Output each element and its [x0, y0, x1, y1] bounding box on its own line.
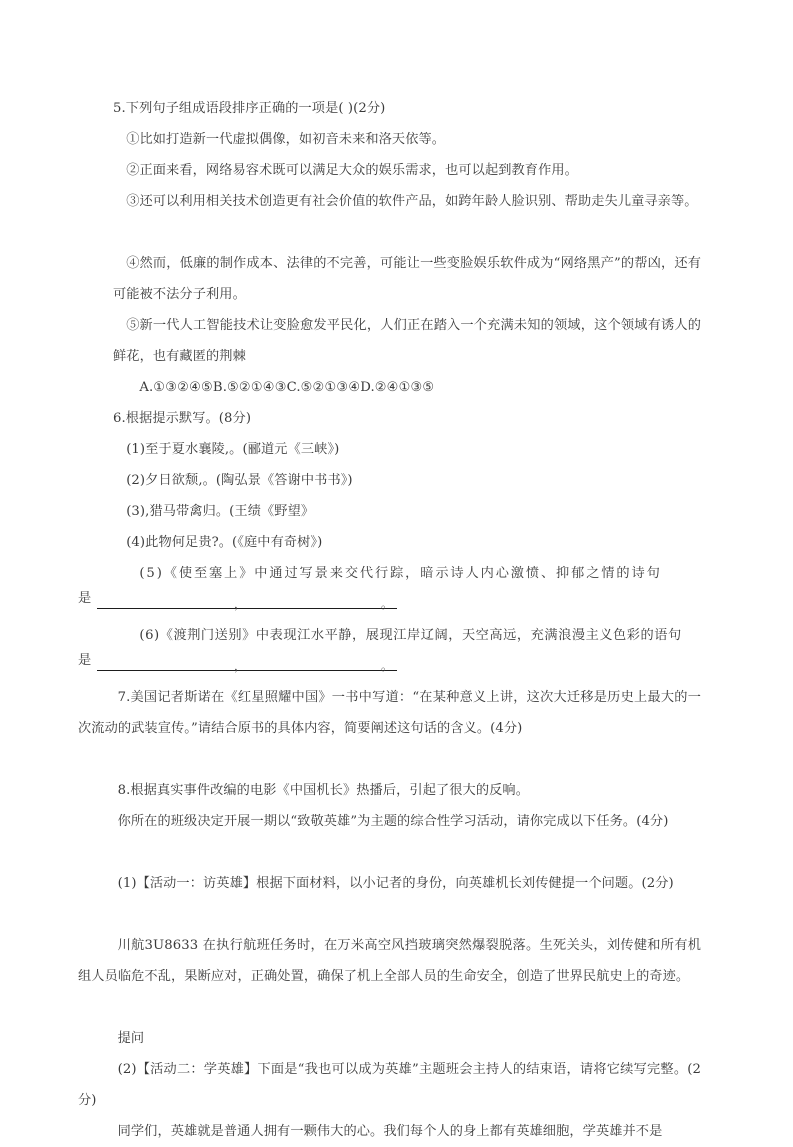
question-8-activity-2-prompt: (2)【活动二：学英雄】下面是“我也可以成为英雄”主题班会主持人的结束语，请将它续写完整。(2分)	[78, 1062, 701, 1108]
question-6-item-3: (3),猎马带禽归。(王绩《野望》	[126, 504, 315, 519]
answer-blank-comma: ，	[234, 659, 247, 673]
question-6-item-5-answer-row[interactable]	[78, 589, 408, 615]
question-8-activity-1-material: 川航3U8633 在执行航班任务时，在万米高空风挡玻璃突然爆裂脱落。生死关头，刘传健和所有机组人员临危不乱，果断应对，正确处置，确保了机上全部人员的生命安全，创造了世界民航史上的奇迹。	[78, 938, 701, 984]
question-8-intro: 8.根据真实事件改编的电影《中国机长》热播后，引起了很大的反响。	[117, 783, 529, 798]
answer-blank-rule[interactable]	[97, 670, 397, 671]
question-6-item-4: (4)此物何足贵?。(《庭中有奇树》)	[126, 535, 323, 550]
question-6-item-1: (1)至于夏水襄陵,。(郦道元《三峡》)	[126, 442, 340, 457]
question-6-stem: 6.根据提示默写。(8分)	[113, 411, 252, 426]
question-6-item-5-text: (5)《使至塞上》中通过写景来交代行踪，暗示诗人内心激愤、抑郁之情的诗句	[139, 566, 662, 581]
answer-blank-period: 。	[381, 597, 394, 611]
question-5-item-5: ⑤新一代人工智能技术让变脸愈发平民化，人们正在踏入一个充满未知的领域，这个领域有诱人的鲜花，也有藏匿的荆棘	[113, 318, 701, 364]
answer-blank-rule[interactable]	[97, 608, 397, 609]
question-8-task: 你所在的班级决定开展一期以“致敬英雄”为主题的综合性学习活动，请你完成以下任务。(4分)	[117, 814, 669, 829]
question-8-activity-1-answer-label[interactable]: 提问	[117, 1031, 145, 1046]
answer-blank-period: 。	[381, 659, 394, 673]
question-6-item-6-text: (6)《渡荆门送别》中表现江水平静，展现江岸辽阔，天空高远，充满浪漫主义色彩的语句	[139, 628, 682, 643]
answer-prefix-label: 是	[78, 653, 92, 668]
question-5-options[interactable]: A.①③②④⑤B.⑤②①④③C.⑤②①③④D.②④①③⑤	[139, 380, 435, 395]
question-8-activity-1-prompt: (1)【活动一：访英雄】根据下面材料，以小记者的身份，向英雄机长刘传健提一个问题。(2分)	[117, 876, 674, 891]
question-5-item-1: ①比如打造新一代虚拟偶像，如初音未来和洛天依等。	[126, 132, 446, 147]
question-6-item-6-answer-row[interactable]	[78, 651, 408, 677]
question-5-item-3: ③还可以利用相关技术创造更有社会价值的软件产品，如跨年龄人脸识别、帮助走失儿童寻亲等。	[126, 194, 698, 209]
question-5-item-2: ②正面来看，网络易容术既可以满足大众的娱乐需求，也可以起到教育作用。	[126, 163, 578, 178]
question-8-activity-2-material: 同学们，英雄就是普通人拥有一颗伟大的心。我们每个人的身上都有英雄细胞，学英雄并不是	[117, 1124, 663, 1139]
question-5-item-4: ④然而，低廉的制作成本、法律的不完善，可能让一些变脸娱乐软件成为“网络黑产”的帮凶，还有可能被不法分子利用。	[113, 256, 701, 302]
question-5-stem: 5.下列句子组成语段排序正确的一项是( )(2分)	[113, 101, 386, 116]
answer-blank-comma: ，	[234, 597, 247, 611]
question-7-text: 7.美国记者斯诺在《红星照耀中国》一书中写道：“在某种意义上讲，这次大迁移是历史上最大的一次流动的武装宣传。”请结合原书的具体内容，简要阐述这句话的含义。(4分)	[78, 690, 701, 736]
answer-prefix-label: 是	[78, 591, 92, 606]
question-6-item-2: (2)夕日欲颓,。(陶弘景《答谢中书书》)	[126, 473, 353, 488]
